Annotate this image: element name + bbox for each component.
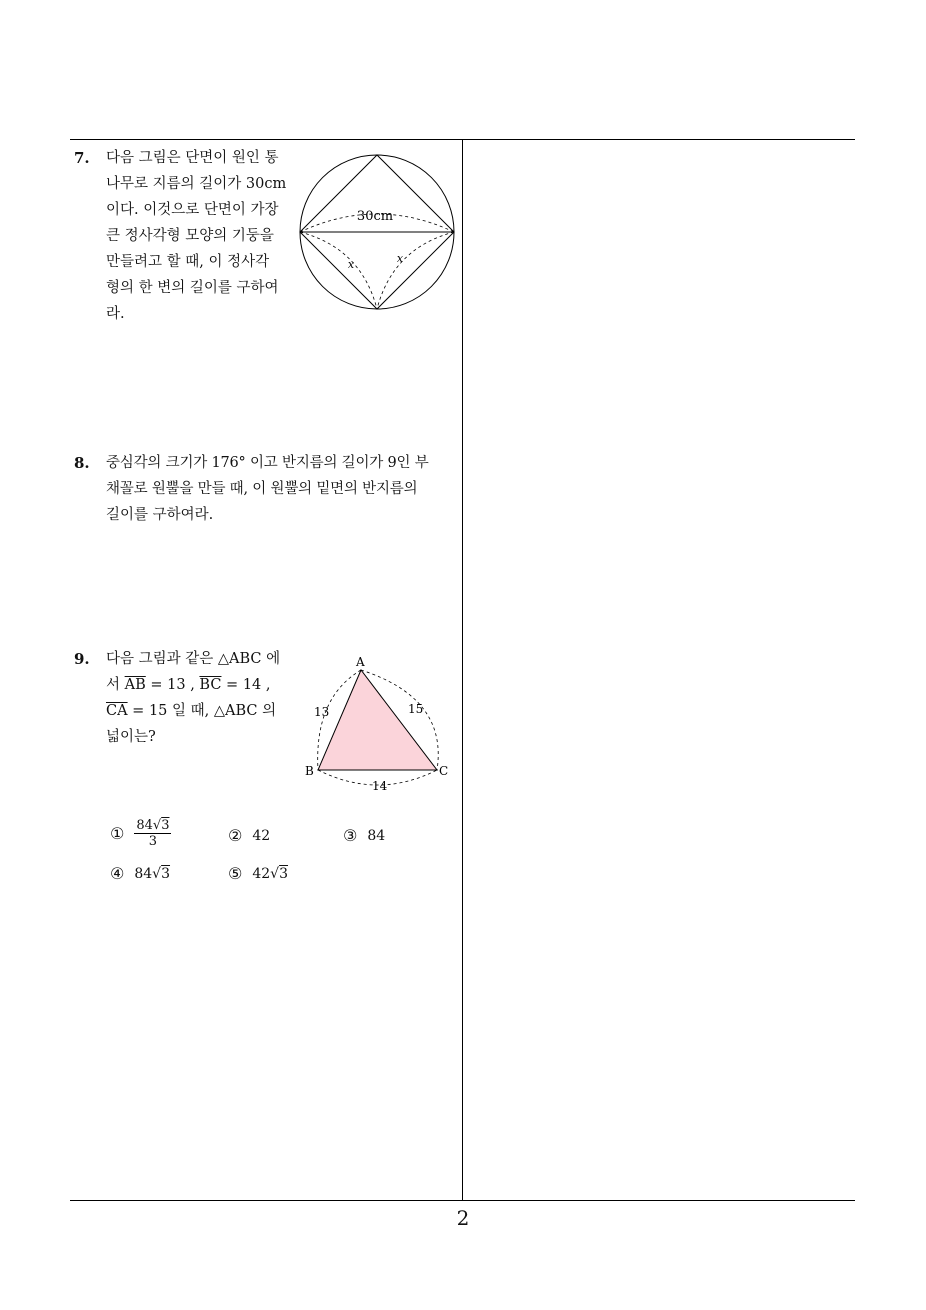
question-text xyxy=(106,646,280,750)
text-line: 만들려고 할 때, 이 정사각 xyxy=(106,254,270,270)
text-line: 넓이는? xyxy=(106,729,156,745)
choice-mark: ① xyxy=(110,824,125,843)
side-label-right: x xyxy=(396,252,404,265)
choice-mark: ④ xyxy=(110,864,125,883)
question-text xyxy=(106,145,286,327)
q9-figure xyxy=(300,652,460,797)
choice-5[interactable] xyxy=(228,864,288,883)
choice-1[interactable] xyxy=(110,818,171,849)
text-line: 큰 정사각형 모양의 기둥을 xyxy=(106,228,274,244)
column-divider xyxy=(462,139,463,1201)
text-line: 길이를 구하여라. xyxy=(106,507,214,523)
vertex-c: C xyxy=(439,764,449,778)
question-number: 9. xyxy=(74,650,90,668)
text-line: 다음 그림과 같은 △ABC 에 xyxy=(106,651,281,667)
text-line: 서 $\overline{AB} = 13$ , $\overline{BC} = 14$ , xyxy=(106,677,271,693)
vertex-a: A xyxy=(356,655,365,669)
text-line: 이다. 이것으로 단면이 가장 xyxy=(106,202,279,218)
text-line: 중심각의 크기가 176° 이고 반지름의 길이가 9인 부 xyxy=(106,455,429,471)
question-number: 8. xyxy=(74,454,90,472)
q7-figure xyxy=(295,150,461,316)
text-line: 라. xyxy=(106,306,125,322)
text-line: 나무로 지름의 길이가 30cm xyxy=(106,176,287,192)
diameter-label: 30cm xyxy=(356,209,394,224)
choice-value: 42√3 xyxy=(252,865,289,882)
text-line: $\overline{CA} = 15$ 일 때, △ABC 의 xyxy=(106,703,277,719)
choice-mark: ⑤ xyxy=(228,864,243,883)
choice-value: 84 xyxy=(367,827,386,844)
segment-bc: $\overline{BC}$ xyxy=(199,677,222,693)
text-line: 형의 한 변의 길이를 구하여 xyxy=(106,280,279,296)
segment-ca: $\overline{CA}$ xyxy=(106,703,128,719)
choice-2[interactable] xyxy=(228,826,270,845)
choice-value: 84√3 xyxy=(134,865,171,882)
label-bc: 14 xyxy=(372,779,388,793)
label-ac: 15 xyxy=(408,702,424,716)
triangle-abc xyxy=(318,670,437,770)
vertex-b: B xyxy=(305,764,314,778)
page-number: 2 xyxy=(456,1206,470,1230)
label-ab: 13 xyxy=(314,705,330,719)
choice-mark: ② xyxy=(228,826,243,845)
question-text xyxy=(106,450,456,528)
choice-mark: ③ xyxy=(343,826,358,845)
question-number: 7. xyxy=(74,149,90,167)
text-line: 다음 그림은 단면이 원인 통 xyxy=(106,150,279,166)
fraction: $\frac{84√3}{3}$ xyxy=(136,818,170,849)
side-label-left: x xyxy=(347,258,355,271)
choice-3[interactable] xyxy=(343,826,385,845)
segment-ab: $\overline{AB}$ xyxy=(124,677,146,693)
choice-4[interactable] xyxy=(110,864,170,883)
text-line: 채꼴로 원뿔을 만들 때, 이 원뿔의 밑면의 반지름의 xyxy=(106,481,418,497)
choice-value: 42 xyxy=(252,827,271,844)
